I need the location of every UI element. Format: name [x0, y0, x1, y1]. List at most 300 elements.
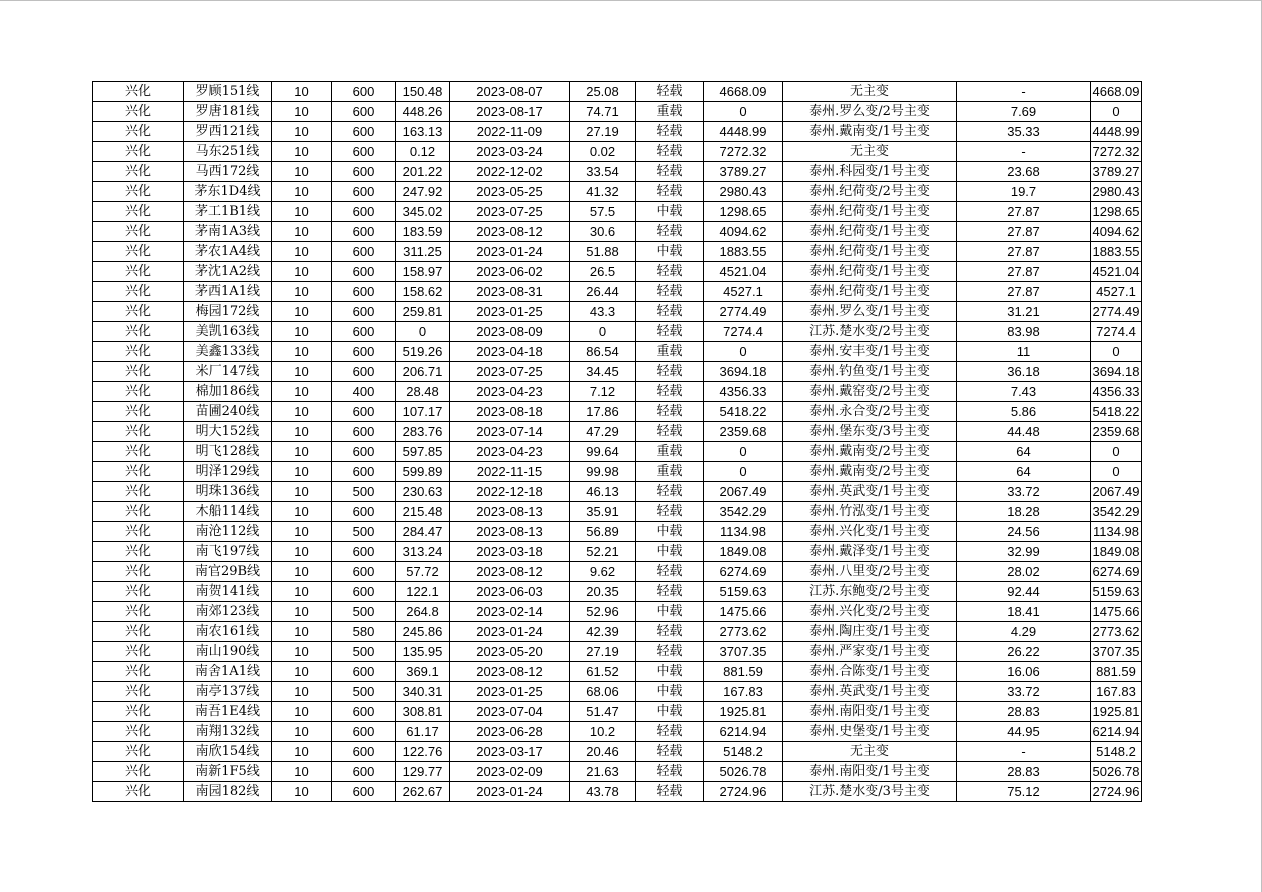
load-rate-cell: 42.39 — [570, 622, 636, 642]
table-row — [93, 142, 1142, 162]
load-status-cell: 中载 — [636, 662, 704, 682]
region-cell: 兴化 — [93, 702, 184, 722]
region-cell: 兴化 — [93, 462, 184, 482]
load-status-cell: 中载 — [636, 522, 704, 542]
transformer-load-rate-cell: 28.83 — [957, 762, 1091, 782]
open-capacity-cell: 7272.32 — [1091, 142, 1142, 162]
date-cell: 2023-01-24 — [450, 622, 570, 642]
main-transformer-cell: 泰州.南阳变/1号主变 — [783, 762, 957, 782]
table-row — [93, 562, 1142, 582]
transformer-load-rate-cell: 44.48 — [957, 422, 1091, 442]
table-row — [93, 222, 1142, 242]
load-rate-cell: 56.89 — [570, 522, 636, 542]
region-cell: 兴化 — [93, 302, 184, 322]
current-load-cell: 313.24 — [396, 542, 450, 562]
transformer-load-rate-cell: 64 — [957, 442, 1091, 462]
line-name-cell: 罗顾151线 — [184, 82, 272, 102]
voltage-cell: 10 — [272, 762, 332, 782]
date-cell: 2023-04-23 — [450, 382, 570, 402]
load-rate-cell: 57.5 — [570, 202, 636, 222]
open-capacity-cell: 4094.62 — [1091, 222, 1142, 242]
transformer-load-rate-cell: 11 — [957, 342, 1091, 362]
main-transformer-cell: 泰州.英武变/1号主变 — [783, 482, 957, 502]
current-load-cell: 150.48 — [396, 82, 450, 102]
date-cell: 2023-06-03 — [450, 582, 570, 602]
line-name-cell: 南官29B线 — [184, 562, 272, 582]
available-capacity-cell: 1883.55 — [704, 242, 783, 262]
load-rate-cell: 0 — [570, 322, 636, 342]
transformer-load-rate-cell: - — [957, 742, 1091, 762]
transformer-load-rate-cell: 28.02 — [957, 562, 1091, 582]
transformer-load-rate-cell: 33.72 — [957, 482, 1091, 502]
load-rate-cell: 10.2 — [570, 722, 636, 742]
current-load-cell: 369.1 — [396, 662, 450, 682]
open-capacity-cell: 3707.35 — [1091, 642, 1142, 662]
voltage-cell: 10 — [272, 722, 332, 742]
voltage-cell: 10 — [272, 282, 332, 302]
open-capacity-cell: 6214.94 — [1091, 722, 1142, 742]
main-transformer-cell: 泰州.戴南变/2号主变 — [783, 442, 957, 462]
table-row — [93, 442, 1142, 462]
current-load-cell: 345.02 — [396, 202, 450, 222]
voltage-cell: 10 — [272, 262, 332, 282]
current-load-cell: 158.62 — [396, 282, 450, 302]
date-cell: 2023-03-17 — [450, 742, 570, 762]
rated-capacity-cell: 600 — [332, 582, 396, 602]
available-capacity-cell: 6214.94 — [704, 722, 783, 742]
voltage-cell: 10 — [272, 782, 332, 802]
transformer-load-rate-cell: 35.33 — [957, 122, 1091, 142]
line-name-cell: 马西172线 — [184, 162, 272, 182]
date-cell: 2023-01-24 — [450, 242, 570, 262]
main-transformer-cell: 泰州.英武变/1号主变 — [783, 682, 957, 702]
table-row — [93, 622, 1142, 642]
load-status-cell: 轻载 — [636, 282, 704, 302]
rated-capacity-cell: 600 — [332, 102, 396, 122]
open-capacity-cell: 881.59 — [1091, 662, 1142, 682]
open-capacity-cell: 4356.33 — [1091, 382, 1142, 402]
available-capacity-cell: 4527.1 — [704, 282, 783, 302]
load-status-cell: 轻载 — [636, 322, 704, 342]
voltage-cell: 10 — [272, 682, 332, 702]
table-row — [93, 322, 1142, 342]
voltage-cell: 10 — [272, 122, 332, 142]
line-name-cell: 南新1F5线 — [184, 762, 272, 782]
date-cell: 2023-01-24 — [450, 782, 570, 802]
current-load-cell: 284.47 — [396, 522, 450, 542]
main-transformer-cell: 江苏.楚水变/3号主变 — [783, 782, 957, 802]
available-capacity-cell: 7274.4 — [704, 322, 783, 342]
date-cell: 2023-07-25 — [450, 202, 570, 222]
date-cell: 2023-08-31 — [450, 282, 570, 302]
available-capacity-cell: 2724.96 — [704, 782, 783, 802]
open-capacity-cell: 5418.22 — [1091, 402, 1142, 422]
transformer-load-rate-cell: 83.98 — [957, 322, 1091, 342]
table-row — [93, 482, 1142, 502]
table-row — [93, 362, 1142, 382]
line-name-cell: 茅南1A3线 — [184, 222, 272, 242]
load-rate-cell: 43.3 — [570, 302, 636, 322]
load-rate-cell: 35.91 — [570, 502, 636, 522]
current-load-cell: 158.97 — [396, 262, 450, 282]
load-rate-cell: 20.46 — [570, 742, 636, 762]
available-capacity-cell: 4521.04 — [704, 262, 783, 282]
table-row — [93, 282, 1142, 302]
region-cell: 兴化 — [93, 582, 184, 602]
current-load-cell: 129.77 — [396, 762, 450, 782]
voltage-cell: 10 — [272, 362, 332, 382]
current-load-cell: 262.67 — [396, 782, 450, 802]
load-rate-cell: 52.96 — [570, 602, 636, 622]
load-status-cell: 轻载 — [636, 222, 704, 242]
load-rate-cell: 74.71 — [570, 102, 636, 122]
line-name-cell: 罗唐181线 — [184, 102, 272, 122]
voltage-cell: 10 — [272, 522, 332, 542]
transformer-load-rate-cell: 5.86 — [957, 402, 1091, 422]
available-capacity-cell: 3707.35 — [704, 642, 783, 662]
region-cell: 兴化 — [93, 222, 184, 242]
rated-capacity-cell: 600 — [332, 702, 396, 722]
table-row — [93, 122, 1142, 142]
region-cell: 兴化 — [93, 602, 184, 622]
load-status-cell: 轻载 — [636, 122, 704, 142]
transformer-load-rate-cell: 27.87 — [957, 282, 1091, 302]
transformer-load-rate-cell: 7.43 — [957, 382, 1091, 402]
line-name-cell: 茅工1B1线 — [184, 202, 272, 222]
load-rate-cell: 0.02 — [570, 142, 636, 162]
main-transformer-cell: 泰州.堡东变/3号主变 — [783, 422, 957, 442]
date-cell: 2023-04-23 — [450, 442, 570, 462]
open-capacity-cell: 2774.49 — [1091, 302, 1142, 322]
date-cell: 2022-11-15 — [450, 462, 570, 482]
voltage-cell: 10 — [272, 302, 332, 322]
rated-capacity-cell: 600 — [332, 502, 396, 522]
current-load-cell: 247.92 — [396, 182, 450, 202]
table-row — [93, 642, 1142, 662]
region-cell: 兴化 — [93, 782, 184, 802]
rated-capacity-cell: 600 — [332, 282, 396, 302]
current-load-cell: 264.8 — [396, 602, 450, 622]
rated-capacity-cell: 600 — [332, 442, 396, 462]
main-transformer-cell: 泰州.纪荷变/1号主变 — [783, 222, 957, 242]
main-transformer-cell: 泰州.纪荷变/2号主变 — [783, 182, 957, 202]
transformer-load-rate-cell: 19.7 — [957, 182, 1091, 202]
available-capacity-cell: 4668.09 — [704, 82, 783, 102]
current-load-cell: 0 — [396, 322, 450, 342]
date-cell: 2023-08-07 — [450, 82, 570, 102]
transformer-load-rate-cell: 36.18 — [957, 362, 1091, 382]
voltage-cell: 10 — [272, 702, 332, 722]
transformer-load-rate-cell: 33.72 — [957, 682, 1091, 702]
load-status-cell: 轻载 — [636, 722, 704, 742]
main-transformer-cell: 泰州.南阳变/1号主变 — [783, 702, 957, 722]
available-capacity-cell: 4448.99 — [704, 122, 783, 142]
main-transformer-cell: 泰州.永合变/2号主变 — [783, 402, 957, 422]
open-capacity-cell: 1475.66 — [1091, 602, 1142, 622]
voltage-cell: 10 — [272, 422, 332, 442]
available-capacity-cell: 4356.33 — [704, 382, 783, 402]
region-cell: 兴化 — [93, 722, 184, 742]
voltage-cell: 10 — [272, 402, 332, 422]
voltage-cell: 10 — [272, 142, 332, 162]
region-cell: 兴化 — [93, 202, 184, 222]
region-cell: 兴化 — [93, 642, 184, 662]
rated-capacity-cell: 400 — [332, 382, 396, 402]
date-cell: 2023-08-13 — [450, 502, 570, 522]
open-capacity-cell: 3789.27 — [1091, 162, 1142, 182]
open-capacity-cell: 5026.78 — [1091, 762, 1142, 782]
voltage-cell: 10 — [272, 742, 332, 762]
region-cell: 兴化 — [93, 142, 184, 162]
line-name-cell: 茅西1A1线 — [184, 282, 272, 302]
rated-capacity-cell: 600 — [332, 742, 396, 762]
table-row — [93, 82, 1142, 102]
transformer-load-rate-cell: 4.29 — [957, 622, 1091, 642]
table-row — [93, 242, 1142, 262]
load-rate-cell: 26.44 — [570, 282, 636, 302]
current-load-cell: 163.13 — [396, 122, 450, 142]
table-row — [93, 542, 1142, 562]
main-transformer-cell: 泰州.罗么变/1号主变 — [783, 302, 957, 322]
region-cell: 兴化 — [93, 122, 184, 142]
date-cell: 2023-07-04 — [450, 702, 570, 722]
main-transformer-cell: 泰州.钓鱼变/1号主变 — [783, 362, 957, 382]
date-cell: 2023-08-17 — [450, 102, 570, 122]
region-cell: 兴化 — [93, 162, 184, 182]
table-row — [93, 342, 1142, 362]
open-capacity-cell: 2067.49 — [1091, 482, 1142, 502]
voltage-cell: 10 — [272, 322, 332, 342]
date-cell: 2023-08-18 — [450, 402, 570, 422]
load-status-cell: 中载 — [636, 542, 704, 562]
voltage-cell: 10 — [272, 562, 332, 582]
line-name-cell: 南园182线 — [184, 782, 272, 802]
load-status-cell: 轻载 — [636, 382, 704, 402]
table-row — [93, 722, 1142, 742]
rated-capacity-cell: 580 — [332, 622, 396, 642]
current-load-cell: 28.48 — [396, 382, 450, 402]
open-capacity-cell: 4668.09 — [1091, 82, 1142, 102]
available-capacity-cell: 2359.68 — [704, 422, 783, 442]
date-cell: 2023-05-20 — [450, 642, 570, 662]
table-row — [93, 682, 1142, 702]
current-load-cell: 448.26 — [396, 102, 450, 122]
transformer-load-rate-cell: 44.95 — [957, 722, 1091, 742]
available-capacity-cell: 0 — [704, 342, 783, 362]
region-cell: 兴化 — [93, 322, 184, 342]
open-capacity-cell: 5148.2 — [1091, 742, 1142, 762]
date-cell: 2023-08-12 — [450, 662, 570, 682]
open-capacity-cell: 6274.69 — [1091, 562, 1142, 582]
line-name-cell: 棉加186线 — [184, 382, 272, 402]
rated-capacity-cell: 600 — [332, 262, 396, 282]
region-cell: 兴化 — [93, 742, 184, 762]
open-capacity-cell: 0 — [1091, 102, 1142, 122]
voltage-cell: 10 — [272, 162, 332, 182]
table-row — [93, 102, 1142, 122]
open-capacity-cell: 1134.98 — [1091, 522, 1142, 542]
date-cell: 2023-02-09 — [450, 762, 570, 782]
rated-capacity-cell: 600 — [332, 562, 396, 582]
line-name-cell: 南亭137线 — [184, 682, 272, 702]
current-load-cell: 61.17 — [396, 722, 450, 742]
region-cell: 兴化 — [93, 102, 184, 122]
page-top-border — [0, 0, 1262, 1]
load-rate-cell: 61.52 — [570, 662, 636, 682]
transformer-load-rate-cell: 27.87 — [957, 262, 1091, 282]
feeder-load-table — [92, 81, 1142, 802]
current-load-cell: 311.25 — [396, 242, 450, 262]
main-transformer-cell: 泰州.八里变/2号主变 — [783, 562, 957, 582]
date-cell: 2022-12-02 — [450, 162, 570, 182]
voltage-cell: 10 — [272, 662, 332, 682]
main-transformer-cell: 泰州.科园变/1号主变 — [783, 162, 957, 182]
date-cell: 2023-01-25 — [450, 302, 570, 322]
available-capacity-cell: 5148.2 — [704, 742, 783, 762]
open-capacity-cell: 7274.4 — [1091, 322, 1142, 342]
line-name-cell: 南贺141线 — [184, 582, 272, 602]
load-rate-cell: 26.5 — [570, 262, 636, 282]
available-capacity-cell: 1298.65 — [704, 202, 783, 222]
transformer-load-rate-cell: 7.69 — [957, 102, 1091, 122]
voltage-cell: 10 — [272, 382, 332, 402]
voltage-cell: 10 — [272, 602, 332, 622]
available-capacity-cell: 1475.66 — [704, 602, 783, 622]
line-name-cell: 明飞128线 — [184, 442, 272, 462]
open-capacity-cell: 4527.1 — [1091, 282, 1142, 302]
transformer-load-rate-cell: - — [957, 82, 1091, 102]
main-transformer-cell: 泰州.罗么变/2号主变 — [783, 102, 957, 122]
transformer-load-rate-cell: 28.83 — [957, 702, 1091, 722]
available-capacity-cell: 6274.69 — [704, 562, 783, 582]
available-capacity-cell: 5026.78 — [704, 762, 783, 782]
line-name-cell: 木船114线 — [184, 502, 272, 522]
open-capacity-cell: 4448.99 — [1091, 122, 1142, 142]
open-capacity-cell: 1849.08 — [1091, 542, 1142, 562]
current-load-cell: 107.17 — [396, 402, 450, 422]
load-rate-cell: 43.78 — [570, 782, 636, 802]
current-load-cell: 599.89 — [396, 462, 450, 482]
load-status-cell: 中载 — [636, 682, 704, 702]
table-row — [93, 782, 1142, 802]
load-status-cell: 中载 — [636, 602, 704, 622]
line-name-cell: 明大152线 — [184, 422, 272, 442]
rated-capacity-cell: 500 — [332, 522, 396, 542]
open-capacity-cell: 3542.29 — [1091, 502, 1142, 522]
open-capacity-cell: 2359.68 — [1091, 422, 1142, 442]
load-rate-cell: 7.12 — [570, 382, 636, 402]
line-name-cell: 梅园172线 — [184, 302, 272, 322]
line-name-cell: 明泽129线 — [184, 462, 272, 482]
current-load-cell: 122.76 — [396, 742, 450, 762]
load-status-cell: 中载 — [636, 702, 704, 722]
main-transformer-cell: 泰州.戴南变/2号主变 — [783, 462, 957, 482]
load-rate-cell: 9.62 — [570, 562, 636, 582]
region-cell: 兴化 — [93, 242, 184, 262]
current-load-cell: 206.71 — [396, 362, 450, 382]
load-status-cell: 重载 — [636, 342, 704, 362]
load-rate-cell: 99.64 — [570, 442, 636, 462]
open-capacity-cell: 1925.81 — [1091, 702, 1142, 722]
main-transformer-cell: 泰州.陶庄变/1号主变 — [783, 622, 957, 642]
line-name-cell: 美鑫133线 — [184, 342, 272, 362]
load-rate-cell: 20.35 — [570, 582, 636, 602]
rated-capacity-cell: 500 — [332, 482, 396, 502]
region-cell: 兴化 — [93, 502, 184, 522]
region-cell: 兴化 — [93, 422, 184, 442]
load-status-cell: 重载 — [636, 462, 704, 482]
voltage-cell: 10 — [272, 242, 332, 262]
line-name-cell: 罗西121线 — [184, 122, 272, 142]
transformer-load-rate-cell: 31.21 — [957, 302, 1091, 322]
rated-capacity-cell: 600 — [332, 542, 396, 562]
available-capacity-cell: 5159.63 — [704, 582, 783, 602]
date-cell: 2023-03-18 — [450, 542, 570, 562]
region-cell: 兴化 — [93, 402, 184, 422]
rated-capacity-cell: 600 — [332, 182, 396, 202]
load-rate-cell: 86.54 — [570, 342, 636, 362]
table-row — [93, 262, 1142, 282]
line-name-cell: 马东251线 — [184, 142, 272, 162]
rated-capacity-cell: 600 — [332, 662, 396, 682]
region-cell: 兴化 — [93, 522, 184, 542]
transformer-load-rate-cell: 32.99 — [957, 542, 1091, 562]
main-transformer-cell: 泰州.纪荷变/1号主变 — [783, 202, 957, 222]
transformer-load-rate-cell: 26.22 — [957, 642, 1091, 662]
transformer-load-rate-cell: 16.06 — [957, 662, 1091, 682]
rated-capacity-cell: 500 — [332, 642, 396, 662]
line-name-cell: 茅东1D4线 — [184, 182, 272, 202]
table-row — [93, 762, 1142, 782]
load-status-cell: 轻载 — [636, 402, 704, 422]
main-transformer-cell: 无主变 — [783, 742, 957, 762]
rated-capacity-cell: 600 — [332, 342, 396, 362]
table-row — [93, 742, 1142, 762]
main-transformer-cell: 泰州.戴南变/1号主变 — [783, 122, 957, 142]
rated-capacity-cell: 600 — [332, 82, 396, 102]
table-row — [93, 202, 1142, 222]
line-name-cell: 南农161线 — [184, 622, 272, 642]
region-cell: 兴化 — [93, 282, 184, 302]
region-cell: 兴化 — [93, 362, 184, 382]
region-cell: 兴化 — [93, 342, 184, 362]
voltage-cell: 10 — [272, 642, 332, 662]
load-status-cell: 轻载 — [636, 622, 704, 642]
region-cell: 兴化 — [93, 442, 184, 462]
load-status-cell: 轻载 — [636, 182, 704, 202]
voltage-cell: 10 — [272, 202, 332, 222]
load-rate-cell: 34.45 — [570, 362, 636, 382]
open-capacity-cell: 4521.04 — [1091, 262, 1142, 282]
open-capacity-cell: 167.83 — [1091, 682, 1142, 702]
line-name-cell: 南飞197线 — [184, 542, 272, 562]
available-capacity-cell: 0 — [704, 442, 783, 462]
rated-capacity-cell: 600 — [332, 462, 396, 482]
region-cell: 兴化 — [93, 662, 184, 682]
date-cell: 2023-08-12 — [450, 562, 570, 582]
current-load-cell: 201.22 — [396, 162, 450, 182]
open-capacity-cell: 0 — [1091, 462, 1142, 482]
line-name-cell: 南舍1A1线 — [184, 662, 272, 682]
line-name-cell: 茅农1A4线 — [184, 242, 272, 262]
load-rate-cell: 99.98 — [570, 462, 636, 482]
rated-capacity-cell: 600 — [332, 722, 396, 742]
main-transformer-cell: 泰州.安丰变/1号主变 — [783, 342, 957, 362]
load-status-cell: 中载 — [636, 242, 704, 262]
table-row — [93, 502, 1142, 522]
current-load-cell: 308.81 — [396, 702, 450, 722]
load-rate-cell: 33.54 — [570, 162, 636, 182]
